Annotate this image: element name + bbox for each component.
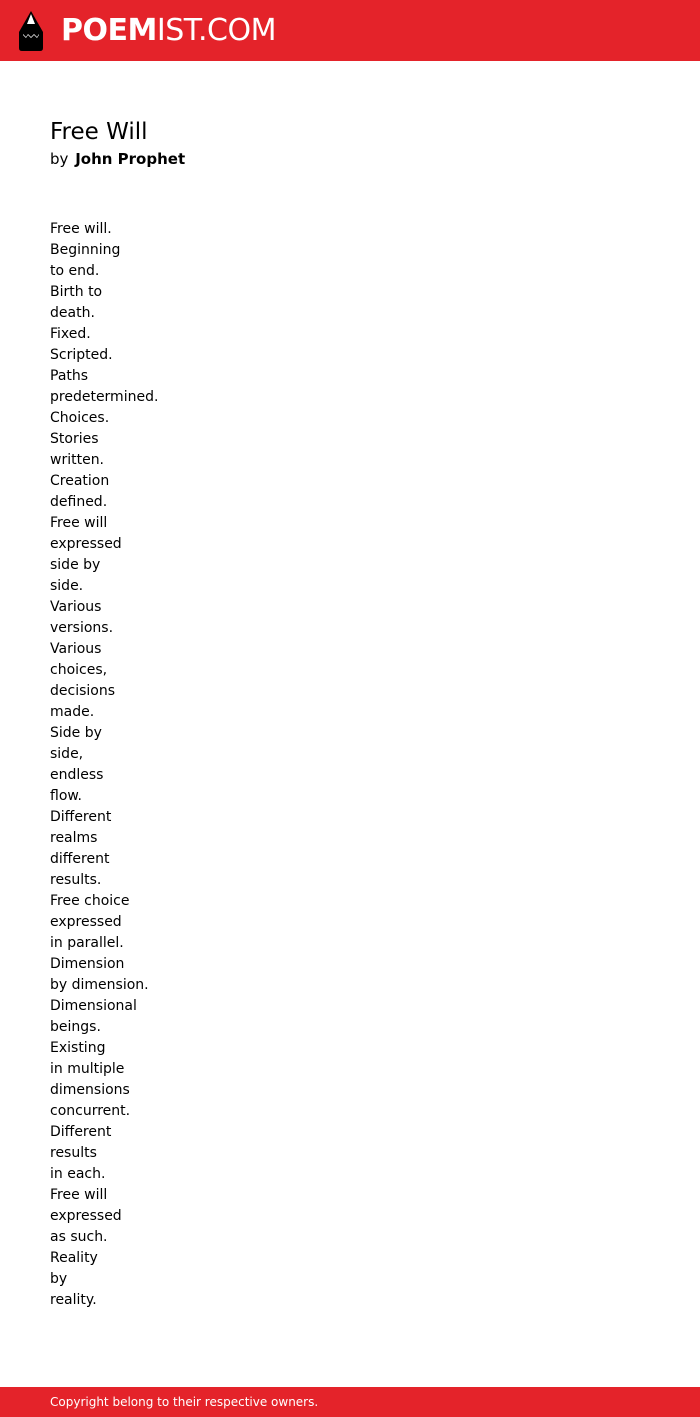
pencil-tip-icon: [18, 10, 44, 52]
poem-line: made.: [50, 704, 95, 720]
poem-body: [50, 219, 650, 1311]
poem-line: expressed: [50, 914, 122, 930]
logo-text-bold: POEM: [61, 12, 157, 48]
poem-line: Free will: [50, 1187, 108, 1203]
poem-line: Paths: [50, 368, 89, 384]
poem-line: Reality: [50, 1250, 98, 1266]
poem-line: in each.: [50, 1166, 106, 1182]
poem-line: by: [50, 1271, 68, 1287]
poem-line: Creation: [50, 473, 110, 489]
poem-line: results.: [50, 872, 102, 888]
poem-line: to end.: [50, 263, 100, 279]
poem-line: Free will.: [50, 221, 112, 237]
poem-line: realms: [50, 830, 98, 846]
poem-line: death.: [50, 305, 95, 321]
site-footer: [0, 1387, 700, 1417]
author-link[interactable]: John Prophet: [75, 150, 186, 168]
poem-line: different: [50, 851, 110, 867]
copyright-text: Copyright belong to their respective owners.: [50, 1395, 319, 1409]
poem-line: reality.: [50, 1292, 97, 1308]
poem-line: flow.: [50, 788, 82, 804]
poem-line: decisions: [50, 683, 116, 699]
logo-text-light: IST.COM: [156, 12, 276, 48]
poem-line: beings.: [50, 1019, 101, 1035]
poem-line: predetermined.: [50, 389, 159, 405]
poem-line: Beginning: [50, 242, 121, 258]
site-header: [0, 0, 700, 61]
poem-line: Various: [50, 599, 102, 615]
poem-line: written.: [50, 452, 105, 468]
poem-line: side,: [50, 746, 84, 762]
poem-line: side.: [50, 578, 84, 594]
poem-line: in parallel.: [50, 935, 124, 951]
poem-line: side by: [50, 557, 101, 573]
poem-byline: [50, 149, 185, 169]
poem-line: results: [50, 1145, 97, 1161]
poem-line: as such.: [50, 1229, 108, 1245]
poem-line: Free will: [50, 515, 108, 531]
poem-line: Stories: [50, 431, 99, 447]
poem-line: Scripted.: [50, 347, 113, 363]
site-logo-link[interactable]: [18, 10, 276, 52]
poem-line: Birth to: [50, 284, 103, 300]
poem-line: Different: [50, 1124, 112, 1140]
poem-line: concurrent.: [50, 1103, 131, 1119]
poem-line: by dimension.: [50, 977, 149, 993]
poem-line: Dimension: [50, 956, 125, 972]
poem-line: Free choice: [50, 893, 130, 909]
site-logo-text: [61, 12, 276, 48]
poem-line: choices,: [50, 662, 108, 678]
poem-title: Free Will: [50, 119, 148, 145]
poem-line: expressed: [50, 536, 122, 552]
poem-line: Choices.: [50, 410, 110, 426]
poem-line: Side by: [50, 725, 102, 741]
poem-line: dimensions: [50, 1082, 130, 1098]
poem-line: in multiple: [50, 1061, 125, 1077]
poem-line: Various: [50, 641, 102, 657]
poem-line: versions.: [50, 620, 114, 636]
poem-line: Dimensional: [50, 998, 137, 1014]
poem-line: Existing: [50, 1040, 106, 1056]
poem-line: endless: [50, 767, 104, 783]
poem-line: Different: [50, 809, 112, 825]
poem-line: defined.: [50, 494, 108, 510]
poem-line: expressed: [50, 1208, 122, 1224]
by-label: by: [50, 150, 69, 168]
poem-line: Fixed.: [50, 326, 91, 342]
